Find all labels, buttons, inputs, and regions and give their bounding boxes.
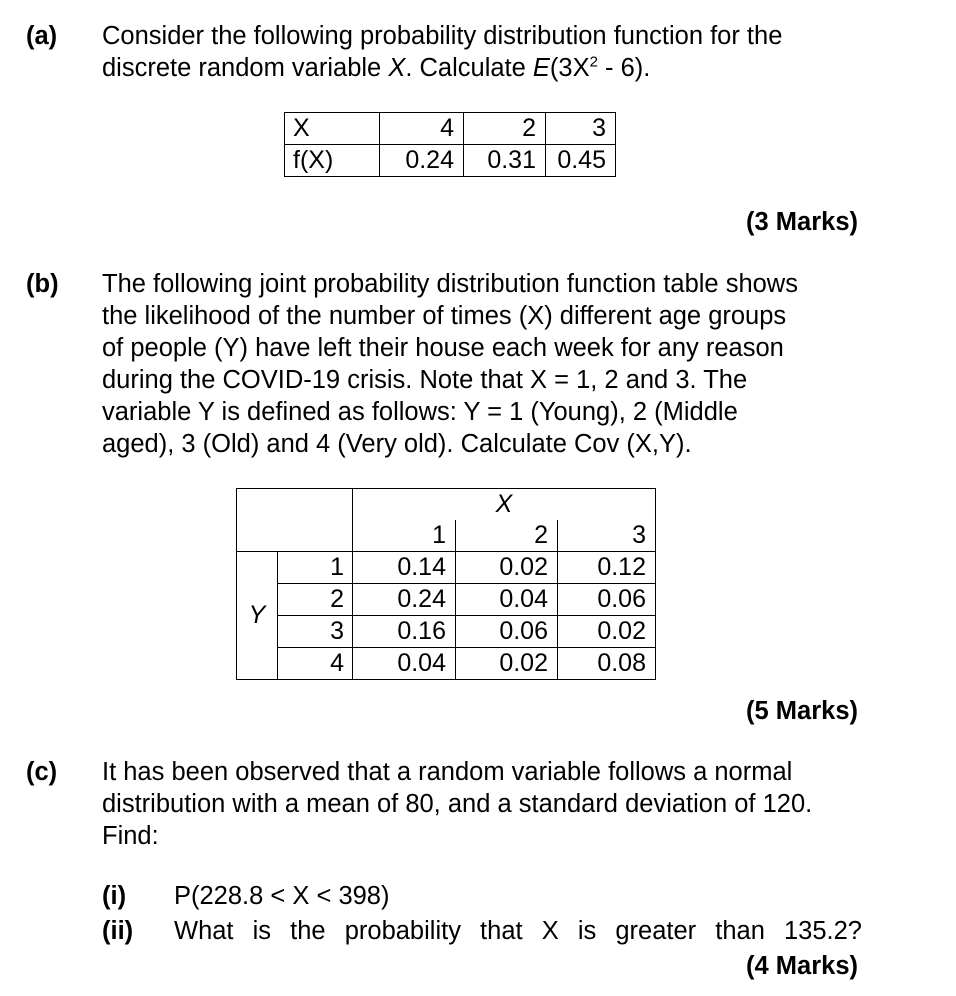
joint-cell: 0.06 [558,584,656,616]
part-c-item-label: (i) [102,882,127,910]
joint-table-row [237,648,656,680]
pdf-x-value: 2 [464,113,546,145]
joint-cell: 0.02 [558,616,656,648]
joint-cell: 0.16 [353,616,456,648]
part-c-item-text: P(228.8 < X < 398) [174,882,390,910]
joint-table-row [237,616,656,648]
part-a-question [102,20,860,84]
part-b-line: The following joint probability distribution function table shows [102,270,798,298]
joint-cell: 0.06 [456,616,558,648]
joint-cell: 0.08 [558,648,656,680]
part-a-label: (a) [26,22,58,50]
joint-x-value: 1 [353,520,456,552]
joint-table-header-row [237,489,656,521]
joint-row-variable: Y [237,552,278,680]
pdf-table [284,112,616,177]
part-a-marks: (3 Marks) [746,208,858,236]
part-b-line: the likelihood of the number of times (X) different age groups [102,302,787,330]
part-a-line-2: discrete random variable X. Calculate $E(3X^2 - 6)$. [102,53,651,82]
joint-cell: 0.04 [456,584,558,616]
pdf-table-row-f [285,145,616,177]
joint-cell: 0.14 [353,552,456,584]
part-a-line-1: Consider the following probability distribution function for the [102,22,783,50]
joint-y-value: 3 [278,616,353,648]
joint-table-row [237,552,656,584]
joint-x-value: 2 [456,520,558,552]
part-b-line: of people (Y) have left their house each week for any reason [102,334,784,362]
part-b-label: (b) [26,270,59,298]
pdf-f-value: 0.24 [380,145,464,177]
part-b-line: during the COVID-19 crisis. Note that X = 1, 2 and 3. The [102,366,748,394]
part-c-question [102,756,860,852]
pdf-x-value: 3 [546,113,616,145]
pdf-table-row-x [285,113,616,145]
pdf-f-value: 0.31 [464,145,546,177]
joint-cell: 0.02 [456,648,558,680]
joint-table-x-row [237,520,656,552]
joint-distribution-table [236,488,656,680]
joint-cell: 0.04 [353,648,456,680]
part-b-question [102,268,860,460]
joint-col-variable: X [353,489,656,521]
part-b-line: variable Y is defined as follows: Y = 1 (Young), 2 (Middle [102,398,738,426]
part-c-line-3: Find: [102,822,159,850]
pdf-f-value: 0.45 [546,145,616,177]
joint-x-value: 3 [558,520,656,552]
part-c-line-2: distribution with a mean of 80, and a standard deviation of 120. [102,790,813,818]
part-c-label: (c) [26,758,58,786]
joint-y-value: 1 [278,552,353,584]
joint-cell: 0.02 [456,552,558,584]
part-c-line-1: It has been observed that a random variable follows a normal [102,758,793,786]
joint-y-value: 2 [278,584,353,616]
joint-cell: 0.12 [558,552,656,584]
pdf-x-value: 4 [380,113,464,145]
joint-y-value: 4 [278,648,353,680]
part-c-marks: (4 Marks) [746,952,858,980]
joint-table-row [237,584,656,616]
pdf-header-x: X [285,113,380,145]
pdf-header-fx: f(X) [285,145,380,177]
joint-table-corner [237,489,353,521]
joint-cell: 0.24 [353,584,456,616]
part-c-item-label: (ii) [102,917,134,945]
part-c-item-text: What is the probability that X is greater than 135.2? [174,917,862,945]
part-b-marks: (5 Marks) [746,697,858,725]
part-b-line: aged), 3 (Old) and 4 (Very old). Calculate Cov (X,Y). [102,430,692,458]
joint-table-corner-lower [237,520,353,552]
